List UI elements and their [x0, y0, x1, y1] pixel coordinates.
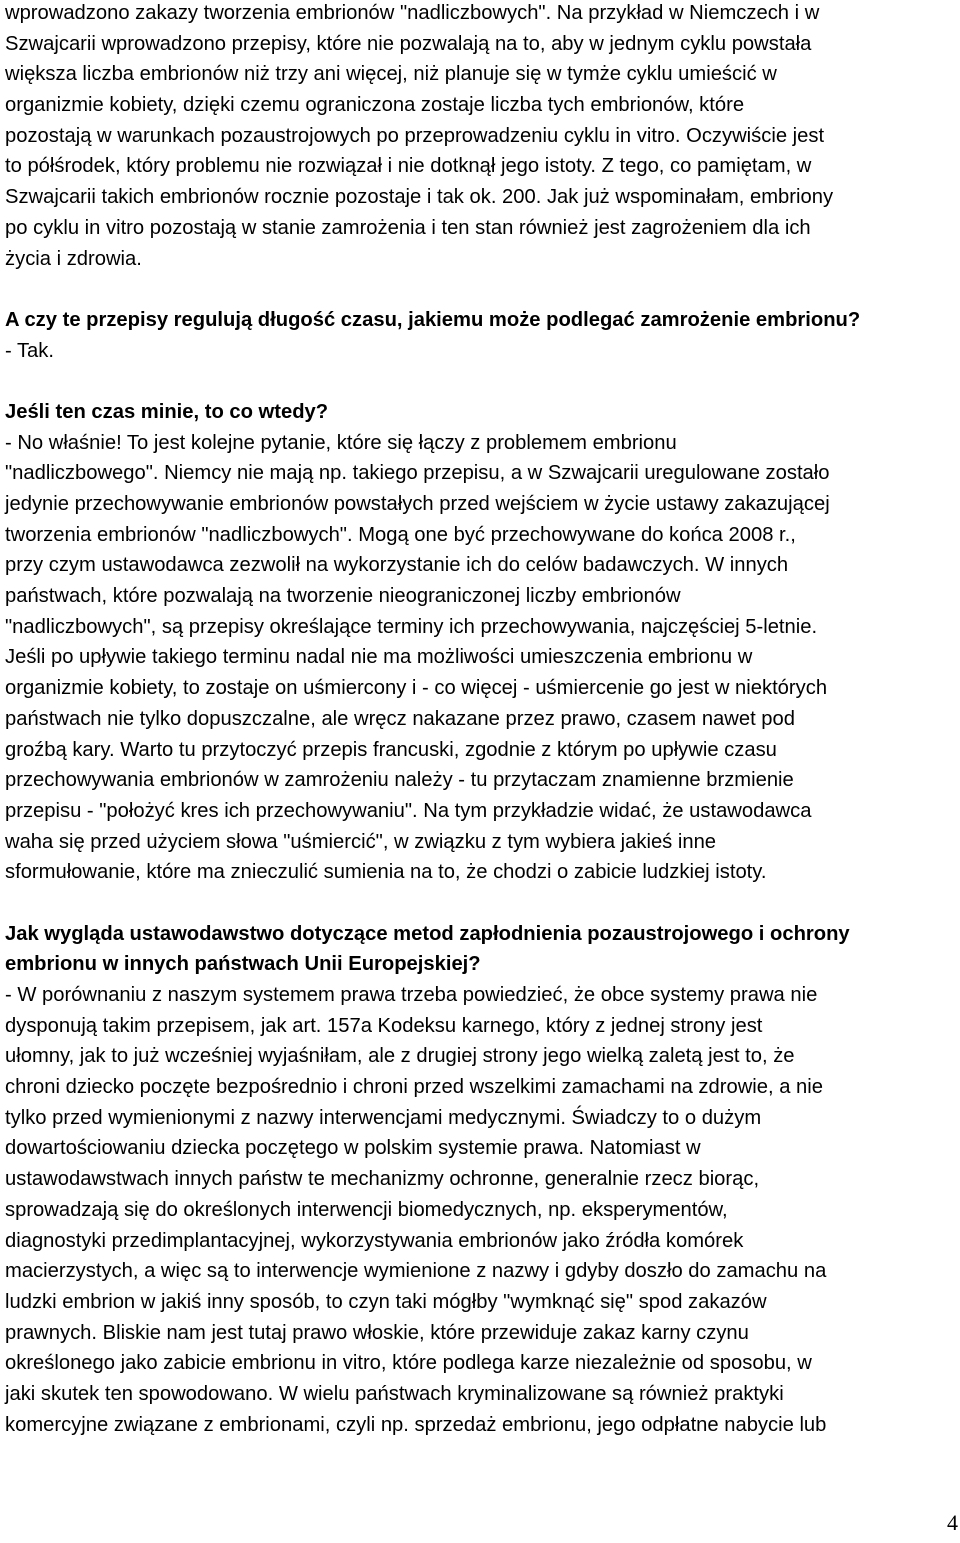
- answer-line: określonego jako zabicie embrionu in vitro, które podlega karze niezależnie od sposobu, w: [5, 1352, 812, 1375]
- paragraph-intro: [5, 0, 955, 274]
- document-page: [5, 0, 955, 1440]
- answer-line: przy czym ustawodawca zezwolił na wykorzystanie ich do celów badawczych. W innych: [5, 554, 789, 577]
- answer-line: tworzenia embrionów "nadliczbowych". Mogą one być przechowywane do końca 2008 r.,: [5, 523, 796, 546]
- answer-line: ułomny, jak to już wcześniej wyjaśniłam, ale z drugiej strony jego wielką zaletą jest to, że: [5, 1045, 795, 1068]
- paragraph-spacer: [5, 274, 955, 305]
- answer-line: ludzki embrion w jakiś inny sposób, to czyn taki mógłby "wymknąć się" spod zakazów: [5, 1290, 767, 1313]
- answer-line: "nadliczbowych", są przepisy określające terminy ich przechowywania, najczęściej 5-letnie.: [5, 615, 818, 638]
- interview-answer: [5, 336, 955, 367]
- answer-line: przechowywania embrionów w zamrożeniu należy - tu przytaczam znamienne brzmienie: [5, 769, 794, 792]
- text-line: wprowadzono zakazy tworzenia embrionów "nadliczbowych". Na przykład w Niemczech i w: [5, 2, 820, 24]
- answer-line: Jeśli po upływie takiego terminu nadal nie ma możliwości umieszczenia embrionu w: [5, 646, 753, 669]
- page-number: 4: [947, 1510, 958, 1535]
- answer-line: sformułowanie, które ma znieczulić sumienia na to, że chodzi o zabicie ludzkiej istoty.: [5, 861, 767, 884]
- answer-line: organizmie kobiety, to zostaje on uśmiercony i - co więcej - uśmiercenie go jest w niektórych: [5, 677, 828, 700]
- answer-line: "nadliczbowego". Niemcy nie mają np. takiego przepisu, a w Szwajcarii uregulowane zostało: [5, 462, 830, 485]
- interview-question: [5, 397, 955, 428]
- answer-line: - No właśnie! To jest kolejne pytanie, które się łączy z problemem embrionu: [5, 431, 677, 454]
- answer-line: państwach, które pozwalają na tworzenie nieograniczonej liczby embrionów: [5, 585, 681, 608]
- answer-line: sprowadzają się do określonych interwencji biomedycznych, np. eksperymentów,: [5, 1198, 728, 1221]
- text-line: organizmie kobiety, dzięki czemu ograniczona zostaje liczba tych embrionów, które: [5, 94, 745, 117]
- answer-line: macierzystych, a więc są to interwencje wymienione z nazwy i gdyby doszło do zamachu na: [5, 1260, 827, 1283]
- paragraph-spacer: [5, 366, 955, 397]
- answer-line: przepisu - "położyć kres ich przechowywaniu". Na tym przykładzie widać, że ustawodawca: [5, 799, 812, 822]
- interview-question: [5, 305, 955, 336]
- answer-line: prawnych. Bliskie nam jest tutaj prawo włoskie, które przewiduje zakaz karny czynu: [5, 1321, 749, 1344]
- answer-line: państwach nie tylko dopuszczalne, ale wręcz nakazane przez prawo, czasem nawet pod: [5, 707, 795, 730]
- answer-line: - Tak.: [5, 339, 54, 362]
- text-line: pozostają w warunkach pozaustrojowych po przeprowadzeniu cyklu in vitro. Oczywiście jest: [5, 124, 825, 147]
- answer-line: waha się przed użyciem słowa "uśmiercić", w związku z tym wybiera jakieś inne: [5, 830, 717, 853]
- text-line: życia i zdrowia.: [5, 247, 142, 270]
- question-line: Jak wygląda ustawodawstwo dotyczące metod zapłodnienia pozaustrojowego i ochrony: [5, 922, 850, 945]
- question-line: Jeśli ten czas minie, to co wtedy?: [5, 400, 329, 423]
- paragraph-spacer: [5, 888, 955, 919]
- answer-line: tylko przed wymienionymi z nazwy interwencjami medycznymi. Świadczy to o dużym: [5, 1106, 762, 1129]
- question-line: A czy te przepisy regulują długość czasu, jakiemu może podlegać zamrożenie embrionu?: [5, 308, 861, 331]
- answer-line: groźbą kary. Warto tu przytoczyć przepis francuski, zgodnie z którym po upływie czasu: [5, 738, 777, 761]
- text-line: Szwajcarii takich embrionów rocznie pozostaje i tak ok. 200. Jak już wspominałam, embriony: [5, 186, 834, 209]
- answer-line: jaki skutek ten spowodowano. W wielu państwach kryminalizowane są również praktyki: [5, 1382, 784, 1405]
- interview-answer: [5, 980, 955, 1440]
- answer-line: dysponują takim przepisem, jak art. 157a Kodeksu karnego, który z jednej strony jest: [5, 1014, 763, 1037]
- text-line: po cyklu in vitro pozostają w stanie zamrożenia i ten stan również jest zagrożeniem dla ich: [5, 216, 811, 239]
- answer-line: ustawodawstwach innych państw te mechanizmy ochronne, generalnie rzecz biorąc,: [5, 1168, 760, 1191]
- answer-line: diagnostyki przedimplantacyjnej, wykorzystywania embrionów jako źródła komórek: [5, 1229, 744, 1252]
- answer-line: - W porównaniu z naszym systemem prawa trzeba powiedzieć, że obce systemy prawa nie: [5, 984, 818, 1006]
- interview-answer: [5, 428, 955, 888]
- text-line: większa liczba embrionów niż trzy ani więcej, niż planuje się w tymże cyklu umieścić w: [5, 63, 777, 86]
- answer-line: dowartościowaniu dziecka poczętego w polskim systemie prawa. Natomiast w: [5, 1137, 701, 1160]
- text-line: Szwajcarii wprowadzono przepisy, które nie pozwalają na to, aby w jednym cyklu powstała: [5, 32, 812, 55]
- text-line: to półśrodek, który problemu nie rozwiązał i nie dotknął jego istoty. Z tego, co pamiętam, w: [5, 155, 812, 178]
- answer-line: jedynie przechowywanie embrionów powstałych przed wejściem w życie ustawy zakazującej: [5, 493, 830, 515]
- answer-line: komercyjne związane z embrionami, czyli np. sprzedaż embrionu, jego odpłatne nabycie lub: [5, 1413, 827, 1436]
- answer-line: chroni dziecko poczęte bezpośrednio i chroni przed wszelkimi zamachami na zdrowie, a nie: [5, 1076, 823, 1099]
- interview-question: [5, 919, 955, 980]
- question-line: embrionu w innych państwach Unii Europejskiej?: [5, 953, 481, 976]
